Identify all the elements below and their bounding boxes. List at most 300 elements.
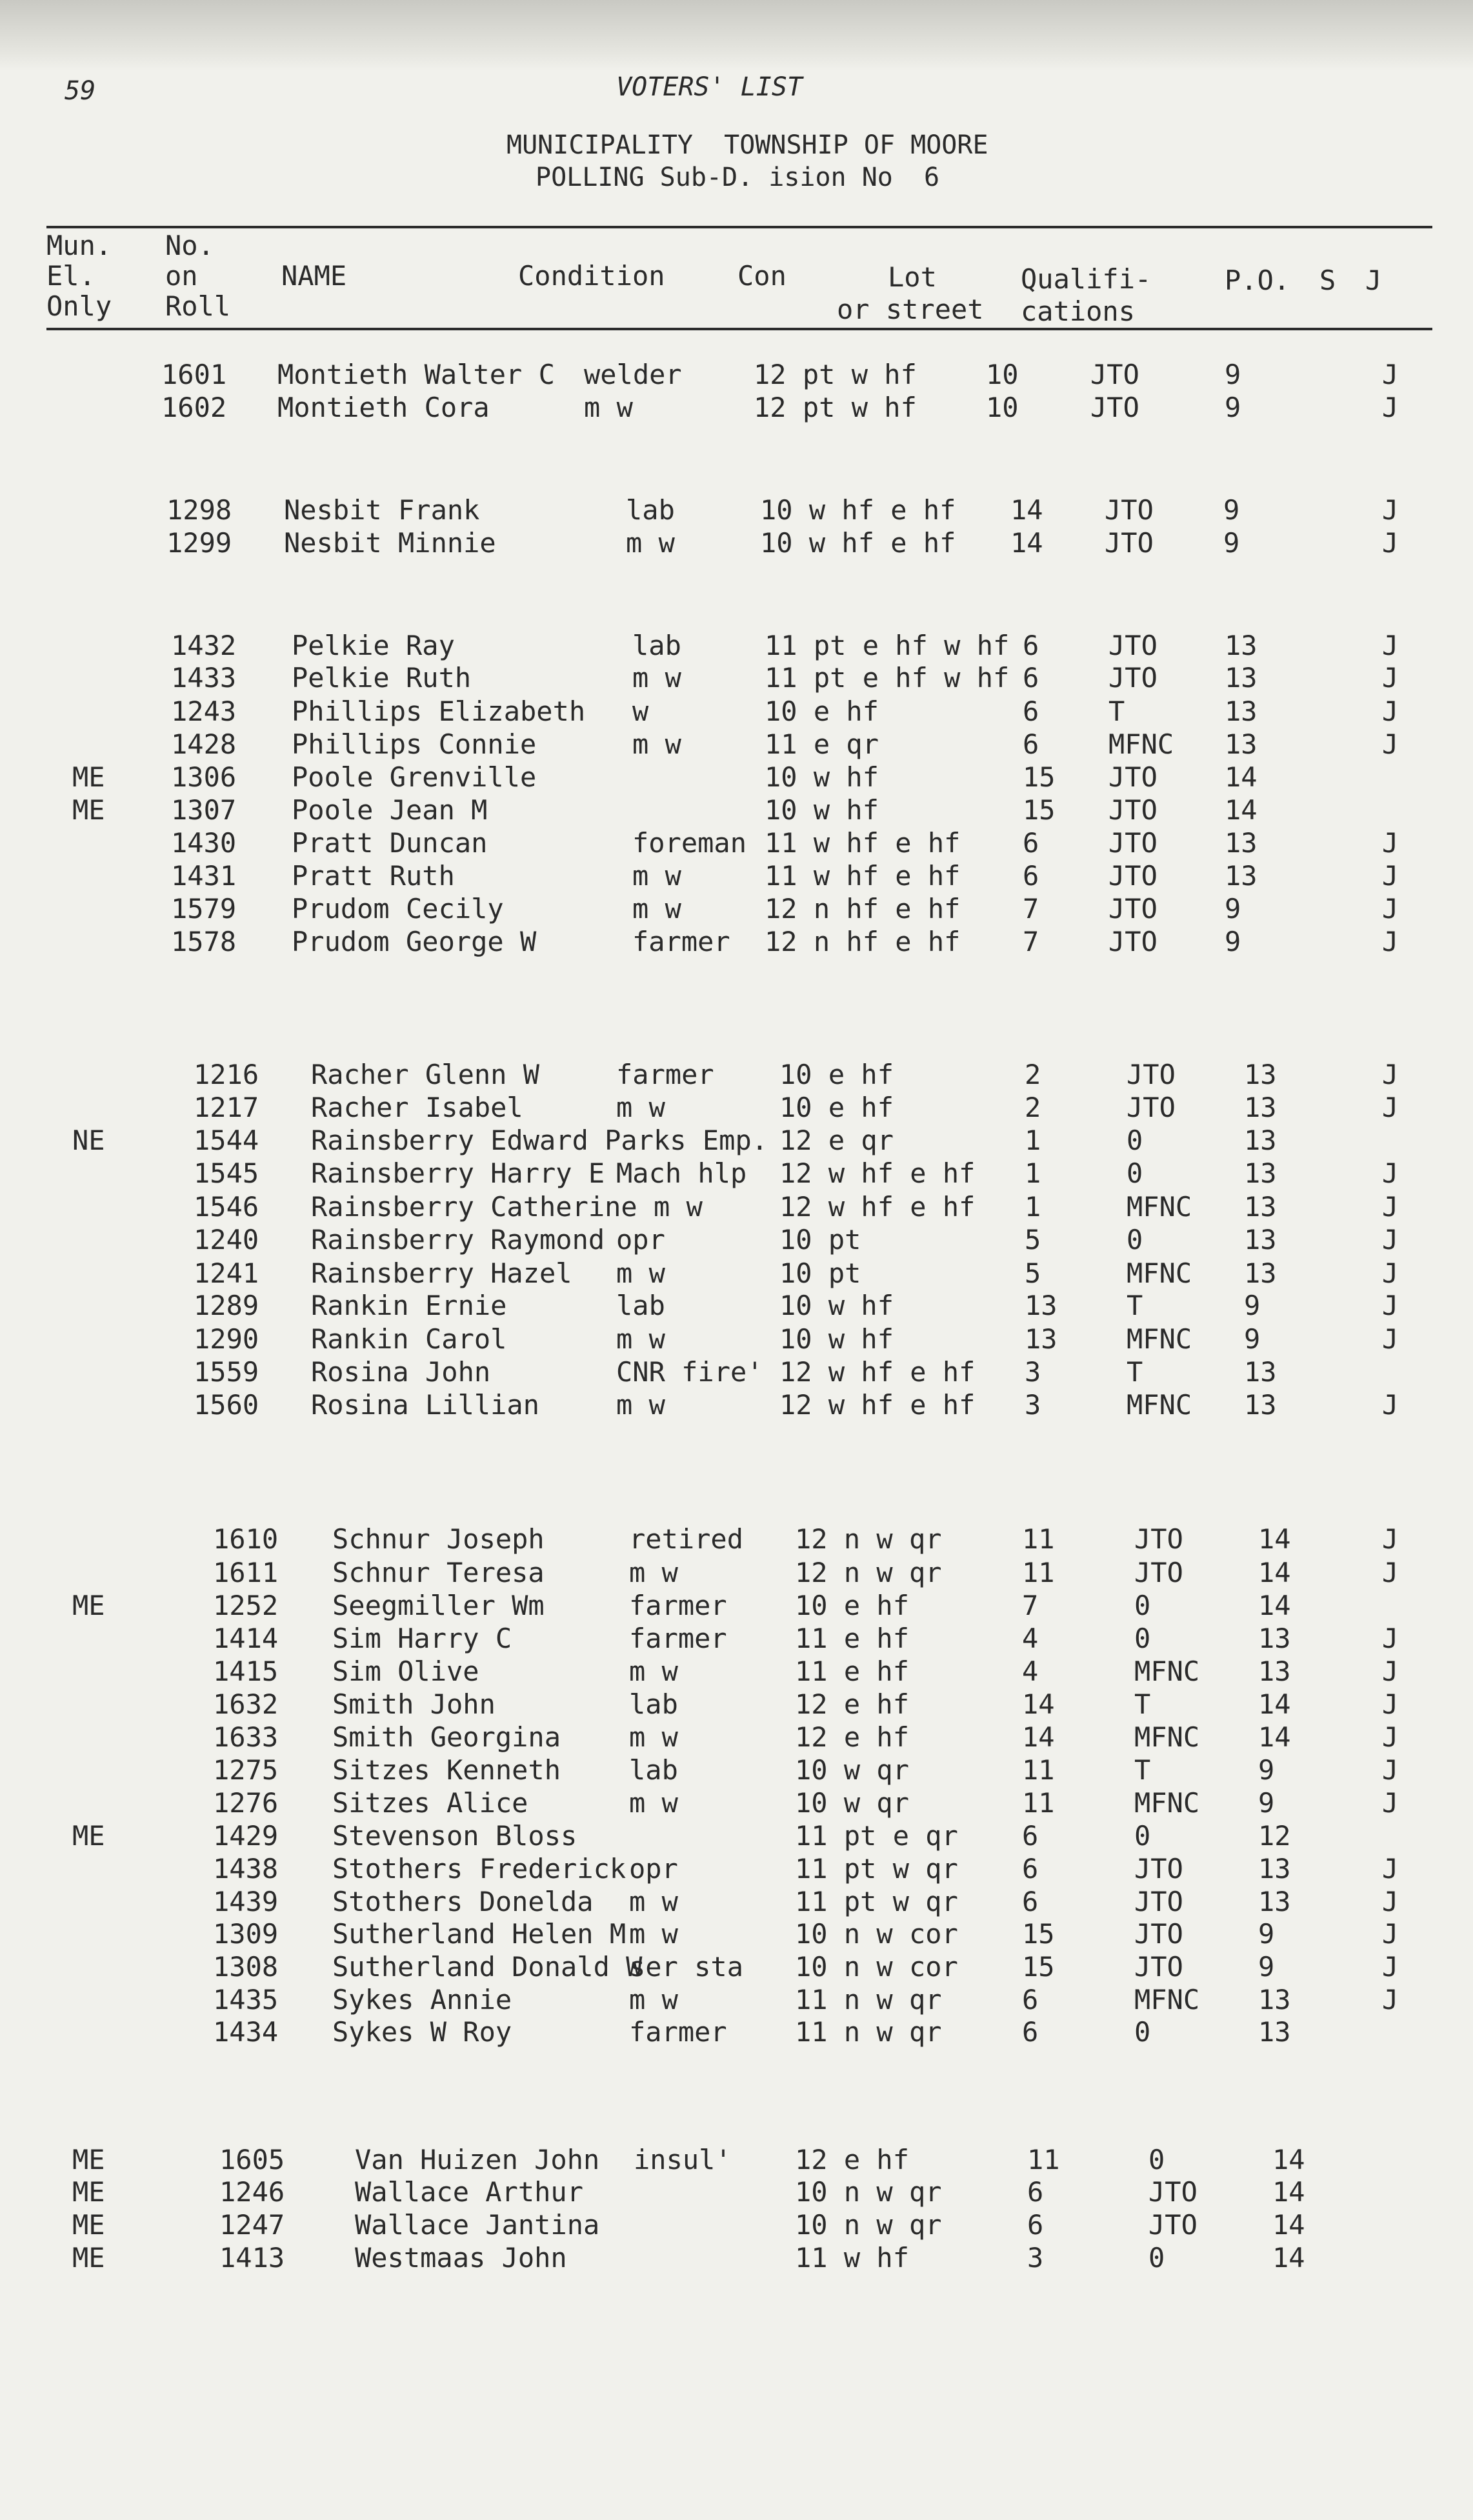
roll-cell: 1559 [194,1356,259,1388]
mun-el-only-cell: ME [72,1590,105,1621]
name-cell: Wallace Jantina [355,2209,600,2241]
table-row [0,1124,1473,1157]
table-row [0,695,1473,728]
con-cell: 14 [1022,1688,1055,1720]
name-cell: Smith Georgina [332,1721,561,1753]
con-cell: 7 [1023,926,1039,957]
table-row [0,1721,1473,1754]
po-cell: 9 [1225,359,1241,390]
con-cell: 6 [1023,662,1039,694]
lot-cell: 12 pt w hf [754,392,917,423]
roll-cell: 1438 [213,1853,279,1885]
j-cell: J [1382,1323,1399,1355]
lot-cell: 10 pt [779,1257,861,1289]
j-cell: J [1382,1224,1399,1255]
roll-cell: 1601 [161,359,227,390]
name-cell: Montieth Walter C [277,359,555,390]
j-cell: J [1382,392,1399,423]
cond-cell: m w [629,1655,678,1687]
qual-cell: 0 [1134,1820,1151,1852]
qual-cell: JTO [1108,630,1157,661]
con-cell: 6 [1022,2016,1039,2048]
roll-cell: 1246 [219,2176,285,2208]
col-name: NAME [281,260,347,292]
con-cell: 1 [1025,1157,1041,1189]
j-cell: J [1382,860,1399,892]
j-cell: J [1382,1623,1399,1654]
roll-cell: 1415 [213,1655,279,1687]
name-cell: Schnur Joseph [332,1523,545,1555]
roll-cell: 1276 [213,1787,279,1819]
table-row [0,1323,1473,1356]
lot-cell: 11 n w qr [795,1984,942,2015]
roll-cell: 1610 [213,1523,279,1555]
roll-cell: 1432 [171,630,237,661]
cond-cell: m w [629,1557,678,1588]
po-cell: 13 [1244,1059,1277,1090]
table-row [0,391,1473,425]
con-cell: 6 [1022,1820,1039,1852]
qual-cell: JTO [1134,1853,1183,1885]
table-row [0,1091,1473,1125]
name-cell: Wallace Arthur [355,2176,584,2208]
lot-cell: 10 e hf [765,695,879,727]
roll-cell: 1298 [166,494,232,526]
con-cell: 15 [1022,1918,1055,1950]
col-j: J [1365,265,1382,296]
po-cell: 13 [1258,2016,1291,2048]
cond-cell: m w [632,662,681,694]
header-top-rule [46,226,1432,228]
qual-cell: MFNC [1134,1787,1200,1819]
table-row [0,1688,1473,1721]
lot-cell: 12 n hf e hf [765,926,961,957]
name-cell: Poole Jean M [292,794,488,826]
name-cell: Rosina Lillian [311,1389,540,1421]
qual-cell: T [1134,1754,1151,1786]
name-cell: Rainsberry Raymond [311,1224,605,1255]
po-cell: 14 [1258,1721,1291,1753]
table-row [0,2143,1473,2177]
po-cell: 9 [1244,1323,1261,1355]
name-cell: Phillips Connie [292,728,537,760]
cond-cell: m w [629,1918,678,1950]
col-condition: Condition [518,260,665,292]
lot-cell: 11 w hf e hf [765,860,961,892]
po-cell: 14 [1272,2242,1305,2274]
cond-cell: m w [616,1257,665,1289]
name-cell: Nesbit Minnie [284,527,496,559]
qual-cell: JTO [1105,494,1154,526]
roll-cell: 1545 [194,1157,259,1189]
lot-cell: 11 pt e qr [795,1820,958,1852]
roll-cell: 1546 [194,1191,259,1223]
con-cell: 6 [1023,827,1039,859]
table-row [0,1852,1473,1886]
po-cell: 13 [1225,630,1258,661]
j-cell: J [1382,1389,1399,1421]
lot-cell: 10 w hf [765,761,879,793]
col-lot-line2: or street [837,294,984,325]
qual-cell: T [1127,1290,1143,1321]
lot-cell: 11 w hf e hf [765,827,961,859]
qual-cell: MFNC [1127,1389,1192,1421]
roll-cell: 1430 [171,827,237,859]
roll-cell: 1435 [213,1984,279,2015]
lot-cell: 11 e hf [795,1623,910,1654]
lot-cell: 11 pt w qr [795,1886,958,1917]
name-cell: Rankin Carol [311,1323,507,1355]
cond-cell: m w [629,1721,678,1753]
mun-el-only-cell: ME [72,2144,105,2175]
qual-cell: JTO [1108,794,1157,826]
cond-cell: lab [632,630,681,661]
po-cell: 9 [1223,527,1240,559]
po-cell: 14 [1258,1590,1291,1621]
roll-cell: 1240 [194,1224,259,1255]
j-cell: J [1382,728,1399,760]
table-row [0,1556,1473,1590]
con-cell: 11 [1022,1557,1055,1588]
lot-cell: 12 e hf [795,1688,910,1720]
name-cell: Stothers Frederick [332,1853,626,1885]
table-row [0,1223,1473,1257]
cond-cell: m w [629,1886,678,1917]
qual-cell: JTO [1134,1523,1183,1555]
qual-cell: 0 [1134,1623,1151,1654]
con-cell: 10 [986,392,1019,423]
po-cell: 13 [1258,1853,1291,1885]
table-row [0,826,1473,860]
lot-cell: 10 n w cor [795,1918,958,1950]
mun-el-only-cell: ME [72,794,105,826]
j-cell: J [1382,1092,1399,1123]
cond-cell: farmer [629,1623,727,1654]
j-cell: J [1382,359,1399,390]
lot-cell: 12 e hf [795,1721,910,1753]
roll-cell: 1544 [194,1125,259,1156]
table-row [0,859,1473,893]
cond-cell: lab [626,494,675,526]
col-lot-line1: Lot [888,261,937,293]
lot-cell: 11 pt e hf w hf [765,630,1010,661]
con-cell: 3 [1027,2242,1044,2274]
roll-cell: 1439 [213,1886,279,1917]
cond-cell: m w [629,1787,678,1819]
con-cell: 15 [1023,794,1056,826]
name-cell: Rainsberry Edward Parks Emp. [311,1125,768,1156]
page-number: 59 [65,76,96,106]
name-cell: Pratt Duncan [292,827,488,859]
con-cell: 5 [1025,1257,1041,1289]
name-cell: Van Huizen John [355,2144,600,2175]
cond-cell: m w [629,1984,678,2015]
name-cell: Stevenson Bloss [332,1820,577,1852]
cond-cell: m w [632,893,681,925]
con-cell: 4 [1022,1655,1039,1687]
name-cell: Nesbit Frank [284,494,480,526]
roll-cell: 1602 [161,392,227,423]
po-cell: 13 [1225,827,1258,859]
table-row [0,1983,1473,2017]
cond-cell: farmer [632,926,730,957]
j-cell: J [1382,926,1399,957]
j-cell: J [1382,1721,1399,1753]
col-qual-line2: cations [1021,295,1136,327]
table-row [0,2241,1473,2275]
cond-cell: opr [616,1224,665,1255]
cond-cell: m w [632,860,681,892]
lot-cell: 12 pt w hf [754,359,917,390]
mun-el-only-cell: NE [72,1125,105,1156]
col-con: Con [737,260,787,292]
table-row [0,892,1473,926]
lot-cell: 11 w hf [795,2242,910,2274]
lot-cell: 12 w hf e hf [779,1356,976,1388]
roll-cell: 1414 [213,1623,279,1654]
con-cell: 11 [1022,1787,1055,1819]
con-cell: 13 [1025,1290,1057,1321]
roll-cell: 1299 [166,527,232,559]
po-cell: 9 [1258,1918,1275,1950]
qual-cell: JTO [1105,527,1154,559]
qual-cell: JTO [1108,662,1157,694]
po-cell: 14 [1225,794,1258,826]
qual-cell: JTO [1134,1557,1183,1588]
page-top-shadow [0,0,1473,71]
cond-cell: farmer [629,1590,727,1621]
qual-cell: T [1127,1356,1143,1388]
po-cell: 13 [1244,1389,1277,1421]
qual-cell: 0 [1127,1224,1143,1255]
col-s: S [1319,265,1336,296]
qual-cell: JTO [1127,1092,1176,1123]
cond-cell: CNR fire' [616,1356,763,1388]
roll-cell: 1289 [194,1290,259,1321]
con-cell: 13 [1025,1323,1057,1355]
table-row [0,1754,1473,1787]
j-cell: J [1382,1257,1399,1289]
po-cell: 14 [1258,1688,1291,1720]
name-cell: Pelkie Ray [292,630,455,661]
qual-cell: MFNC [1134,1984,1200,2015]
con-cell: 3 [1025,1356,1041,1388]
po-cell: 9 [1225,893,1241,925]
roll-cell: 1306 [171,761,237,793]
table-row [0,2208,1473,2242]
po-cell: 9 [1258,1787,1275,1819]
municipality-title: MUNICIPALITY TOWNSHIP OF MOORE [506,130,988,160]
po-cell: 9 [1258,1754,1275,1786]
table-row [0,1655,1473,1688]
cond-cell: welder [584,359,682,390]
table-row [0,1355,1473,1389]
roll-cell: 1579 [171,893,237,925]
lot-cell: 10 pt [779,1224,861,1255]
roll-cell: 1611 [213,1557,279,1588]
lot-cell: 11 pt e hf w hf [765,662,1010,694]
table-row [0,526,1473,560]
po-cell: 13 [1225,728,1258,760]
name-cell: Pratt Ruth [292,860,455,892]
name-cell: Poole Grenville [292,761,537,793]
table-row [0,794,1473,827]
j-cell: J [1382,1951,1399,1983]
j-cell: J [1382,1290,1399,1321]
lot-cell: 12 e qr [779,1125,894,1156]
qual-cell: MFNC [1127,1323,1192,1355]
con-cell: 6 [1023,728,1039,760]
con-cell: 2 [1025,1059,1041,1090]
qual-cell: 0 [1148,2144,1165,2175]
lot-cell: 10 n w cor [795,1951,958,1983]
j-cell: J [1382,1655,1399,1687]
name-cell: Sutherland Donald W [332,1951,643,1983]
name-cell: Westmaas John [355,2242,567,2274]
table-row [0,925,1473,959]
col-no-line3: Roll [165,290,231,322]
lot-cell: 11 e hf [795,1655,910,1687]
po-cell: 13 [1225,695,1258,727]
name-cell: Rosina John [311,1356,491,1388]
j-cell: J [1382,1853,1399,1885]
roll-cell: 1290 [194,1323,259,1355]
po-cell: 13 [1244,1157,1277,1189]
qual-cell: JTO [1127,1059,1176,1090]
po-cell: 13 [1244,1125,1277,1156]
lot-cell: 12 w hf e hf [779,1191,976,1223]
col-qual-line1: Qualifi- [1021,263,1152,295]
name-cell: Racher Isabel [311,1092,523,1123]
col-no-line2: on [165,260,198,292]
j-cell: J [1382,1157,1399,1189]
roll-cell: 1605 [219,2144,285,2175]
cond-cell: m w [616,1323,665,1355]
con-cell: 6 [1023,630,1039,661]
name-cell: Prudom Cecily [292,893,504,925]
po-cell: 13 [1244,1356,1277,1388]
po-cell: 14 [1258,1523,1291,1555]
roll-cell: 1275 [213,1754,279,1786]
table-row [0,1917,1473,1951]
name-cell: Rainsberry Catherine m w [311,1191,703,1223]
col-no-line1: No. [165,230,214,261]
col-mun-line2: El. [46,260,95,292]
qual-cell: JTO [1108,860,1157,892]
po-cell: 13 [1225,662,1258,694]
con-cell: 6 [1023,695,1039,727]
con-cell: 11 [1022,1754,1055,1786]
col-mun-line3: Only [46,290,112,322]
po-cell: 13 [1244,1224,1277,1255]
table-row [0,2015,1473,2049]
cond-cell: farmer [616,1059,714,1090]
roll-cell: 1216 [194,1059,259,1090]
name-cell: Rainsberry Hazel [311,1257,572,1289]
qual-cell: T [1108,695,1125,727]
roll-cell: 1428 [171,728,237,760]
cond-cell: m w [584,392,633,423]
lot-cell: 10 w hf [779,1290,894,1321]
col-mun-line1: Mun. [46,230,112,261]
con-cell: 3 [1025,1389,1041,1421]
cond-cell: m w [626,527,675,559]
j-cell: J [1382,494,1399,526]
j-cell: J [1382,1191,1399,1223]
qual-cell: MFNC [1108,728,1174,760]
cond-cell: insul' [634,2144,732,2175]
con-cell: 15 [1023,761,1056,793]
lot-cell: 12 n w qr [795,1557,942,1588]
qual-cell: JTO [1090,392,1139,423]
table-row [0,1257,1473,1290]
table-row [0,1190,1473,1224]
po-cell: 13 [1258,1623,1291,1654]
table-row [0,1950,1473,1984]
table-row [0,1058,1473,1092]
table-row [0,629,1473,663]
qual-cell: MFNC [1134,1721,1200,1753]
con-cell: 6 [1022,1984,1039,2015]
j-cell: J [1382,1688,1399,1720]
qual-cell: 0 [1127,1157,1143,1189]
j-cell: J [1382,1787,1399,1819]
mun-el-only-cell: ME [72,2209,105,2241]
j-cell: J [1382,1557,1399,1588]
con-cell: 11 [1027,2144,1060,2175]
con-cell: 14 [1010,527,1043,559]
name-cell: Pelkie Ruth [292,662,472,694]
po-cell: 9 [1225,392,1241,423]
cond-cell: m w [616,1389,665,1421]
roll-cell: 1560 [194,1389,259,1421]
po-cell: 9 [1244,1290,1261,1321]
roll-cell: 1247 [219,2209,285,2241]
qual-cell: 0 [1127,1125,1143,1156]
lot-cell: 11 pt w qr [795,1853,958,1885]
qual-cell: JTO [1108,761,1157,793]
mun-el-only-cell: ME [72,2176,105,2208]
name-cell: Seegmiller Wm [332,1590,545,1621]
roll-cell: 1431 [171,860,237,892]
qual-cell: 0 [1134,2016,1151,2048]
name-cell: Rankin Ernie [311,1290,507,1321]
table-row [0,494,1473,527]
j-cell: J [1382,1984,1399,2015]
table-row [0,1157,1473,1190]
name-cell: Stothers Donelda [332,1886,594,1917]
con-cell: 6 [1027,2209,1044,2241]
j-cell: J [1382,1918,1399,1950]
qual-cell: JTO [1090,359,1139,390]
table-row [0,1289,1473,1323]
j-cell: J [1382,630,1399,661]
qual-cell: JTO [1134,1918,1183,1950]
po-cell: 13 [1244,1092,1277,1123]
lot-cell: 10 w hf e hf [760,527,956,559]
name-cell: Sutherland Helen M [332,1918,626,1950]
qual-cell: JTO [1108,827,1157,859]
j-cell: J [1382,695,1399,727]
lot-cell: 12 w hf e hf [779,1389,976,1421]
po-cell: 14 [1272,2209,1305,2241]
lot-cell: 10 w hf e hf [760,494,956,526]
name-cell: Sykes W Roy [332,2016,512,2048]
qual-cell: JTO [1134,1886,1183,1917]
table-row [0,1589,1473,1623]
name-cell: Schnur Teresa [332,1557,545,1588]
col-po: P.O. [1225,265,1290,296]
